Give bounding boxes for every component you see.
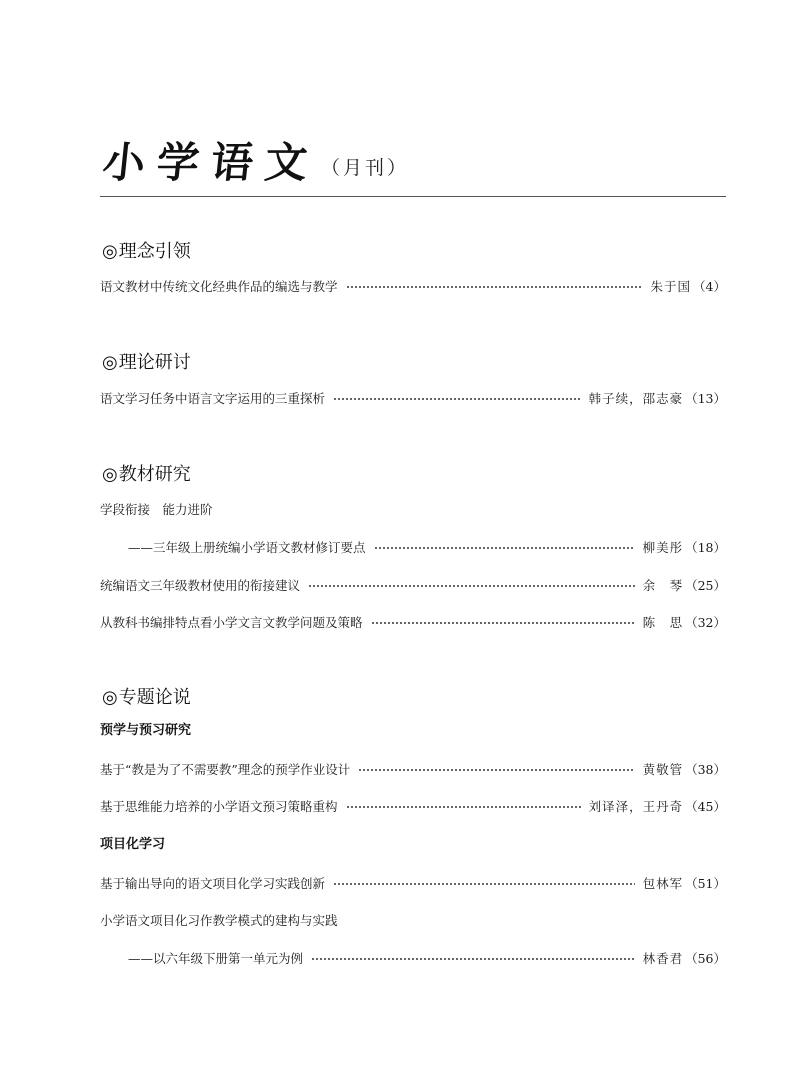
dot-leader xyxy=(358,769,634,771)
dot-leader xyxy=(333,883,635,885)
toc-entry[interactable]: 统编语文三年级教材使用的衔接建议 余 琴 （25） xyxy=(100,578,726,593)
section-mark-icon: ◎ xyxy=(102,352,118,373)
dot-leader xyxy=(371,622,635,624)
magazine-frequency: （月刊） xyxy=(321,157,410,179)
toc-entry[interactable]: 基于“教是为了不需要教”理念的预学作业设计 黄敬管 （38） xyxy=(100,762,726,777)
dot-leader xyxy=(346,286,643,288)
section-mark-icon: ◎ xyxy=(102,687,118,708)
toc-entry[interactable]: 基于输出导向的语文项目化学习实践创新 包林军 （51） xyxy=(100,876,726,891)
header-rule xyxy=(100,196,726,197)
toc-entry[interactable]: 语文学习任务中语言文字运用的三重探析 韩子续，邵志豪 （13） xyxy=(100,391,726,406)
section-heading-4: ◎专题论说 xyxy=(102,687,191,708)
article-lead-title[interactable]: 小学语文项目化习作教学模式的建构与实践 xyxy=(100,913,338,928)
dot-leader xyxy=(311,958,635,960)
section-mark-icon: ◎ xyxy=(102,464,118,485)
toc-entry[interactable]: 基于思维能力培养的小学语文预习策略重构 刘译泽，王丹奇 （45） xyxy=(100,799,726,814)
section-heading-3: ◎教材研究 xyxy=(102,464,191,485)
subsection-heading: 项目化学习 xyxy=(100,837,166,852)
subsection-heading: 预学与预习研究 xyxy=(100,723,192,738)
toc-entry[interactable]: ——以六年级下册第一单元为例 林香君 （56） xyxy=(128,951,726,966)
toc-entry[interactable]: 从教科书编排特点看小学文言文教学问题及策略 陈 思 （32） xyxy=(100,615,726,630)
dot-leader xyxy=(374,547,635,549)
toc-entry[interactable]: ——三年级上册统编小学语文教材修订要点 柳美彤 （18） xyxy=(128,540,726,555)
dot-leader xyxy=(346,806,581,808)
dot-leader xyxy=(308,585,635,587)
dot-leader xyxy=(333,398,581,400)
masthead xyxy=(100,138,410,188)
toc-entry[interactable]: 语文教材中传统文化经典作品的编选与教学 朱于国 （4） xyxy=(100,279,726,294)
section-mark-icon: ◎ xyxy=(102,241,118,262)
magazine-title: 小学语文 xyxy=(100,138,322,187)
article-lead-title[interactable]: 学段衔接 能力进阶 xyxy=(100,502,213,517)
section-heading-1: ◎理念引领 xyxy=(102,241,191,262)
section-heading-2: ◎理论研讨 xyxy=(102,352,191,373)
